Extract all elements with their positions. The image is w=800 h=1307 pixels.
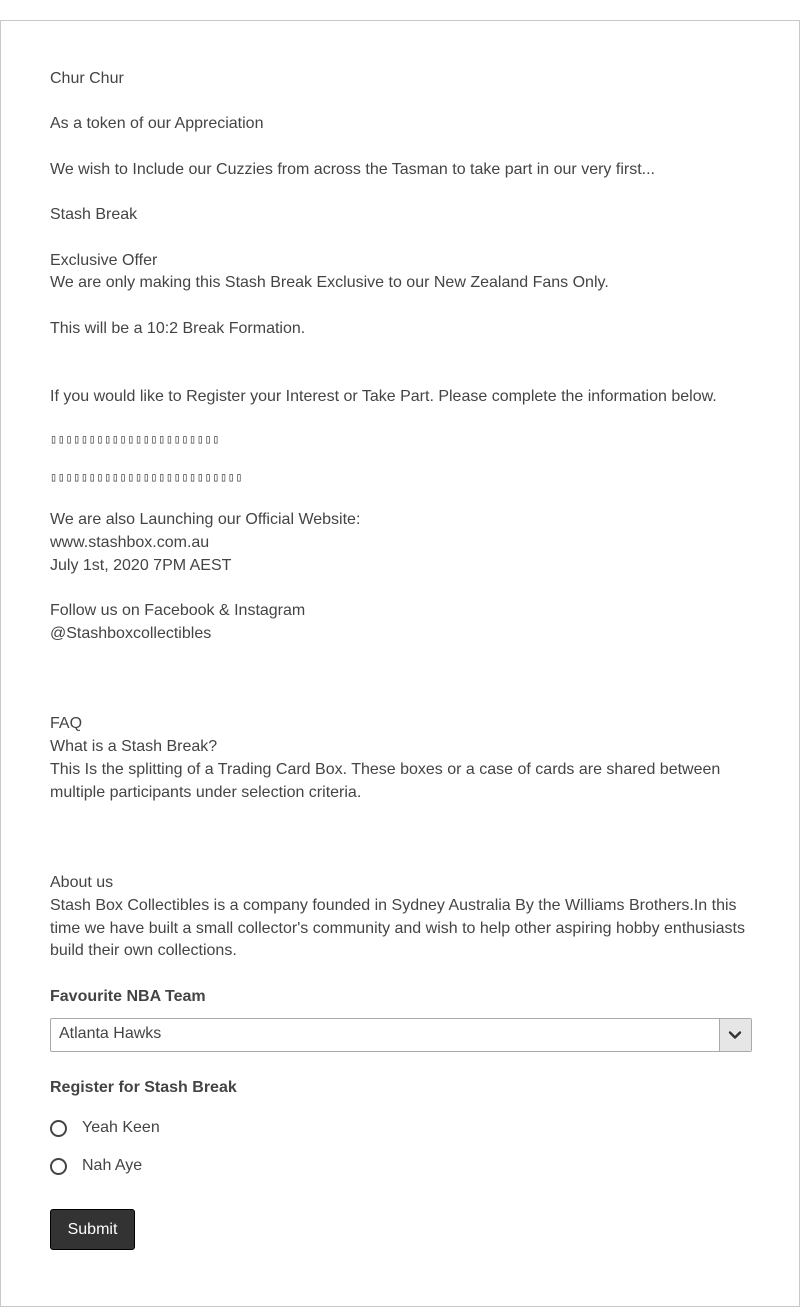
faq-title: FAQ [50, 715, 83, 733]
team-field-label: Favourite NBA Team [50, 988, 206, 1005]
radio-button[interactable] [50, 1120, 67, 1137]
message-content [50, 68, 755, 963]
register-field-label: Register for Stash Break [50, 1079, 237, 1096]
about-title: About us [50, 874, 114, 892]
form-card [0, 20, 800, 1307]
website-intro-text: We are also Launching our Official Website: [50, 511, 361, 529]
launch-date-text: July 1st, 2020 7PM AEST [50, 556, 232, 574]
faq-answer: This Is the splitting of a Trading Card Box. These boxes or a case of cards are shared between multiple participants under selection criteria. [50, 760, 725, 801]
greeting-text: Chur Chur [50, 70, 124, 87]
formation-text: This will be a 10:2 Break Formation. [50, 319, 306, 337]
glyph-line-2: ▯▯▯▯▯▯▯▯▯▯▯▯▯▯▯▯▯▯▯▯▯▯▯▯▯ [50, 470, 244, 485]
faq-question: What is a Stash Break? [50, 738, 218, 756]
chevron-down-icon [728, 1028, 742, 1042]
follow-text: Follow us on Facebook & Instagram [50, 601, 306, 619]
about-text: Stash Box Collectibles is a company founded in Sydney Australia By the Williams Brothers.In this time we have built a small collector's community and wish to help other aspiring hobby enthusiasts build their own collections. [50, 896, 750, 960]
offer-text: We are only making this Stash Break Exclusive to our New Zealand Fans Only. [50, 274, 609, 292]
team-select-toggle[interactable] [719, 1019, 751, 1051]
radio-option-yeah-keen[interactable] [50, 1116, 160, 1140]
team-select-value: Atlanta Hawks [59, 1025, 162, 1042]
event-name-text: Stash Break [50, 206, 138, 224]
appreciation-text: As a token of our Appreciation [50, 115, 264, 133]
website-url-text: www.stashbox.com.au [50, 533, 210, 551]
team-select[interactable] [50, 1018, 752, 1052]
social-handle-text: @Stashboxcollectibles [50, 624, 212, 642]
glyph-line-1: ▯▯▯▯▯▯▯▯▯▯▯▯▯▯▯▯▯▯▯▯▯▯ [50, 432, 220, 447]
invite-text: We wish to Include our Cuzzies from across the Tasman to take part in our very first... [50, 160, 655, 178]
radio-button[interactable] [50, 1158, 67, 1175]
radio-label[interactable]: Yeah Keen [82, 1119, 160, 1136]
register-interest-text: If you would like to Register your Interest or Take Part. Please complete the information below. [50, 387, 717, 405]
submit-button[interactable]: Submit [50, 1209, 135, 1250]
radio-option-nah-aye[interactable] [50, 1154, 142, 1178]
radio-label[interactable]: Nah Aye [82, 1157, 143, 1174]
offer-title: Exclusive Offer [50, 251, 158, 269]
